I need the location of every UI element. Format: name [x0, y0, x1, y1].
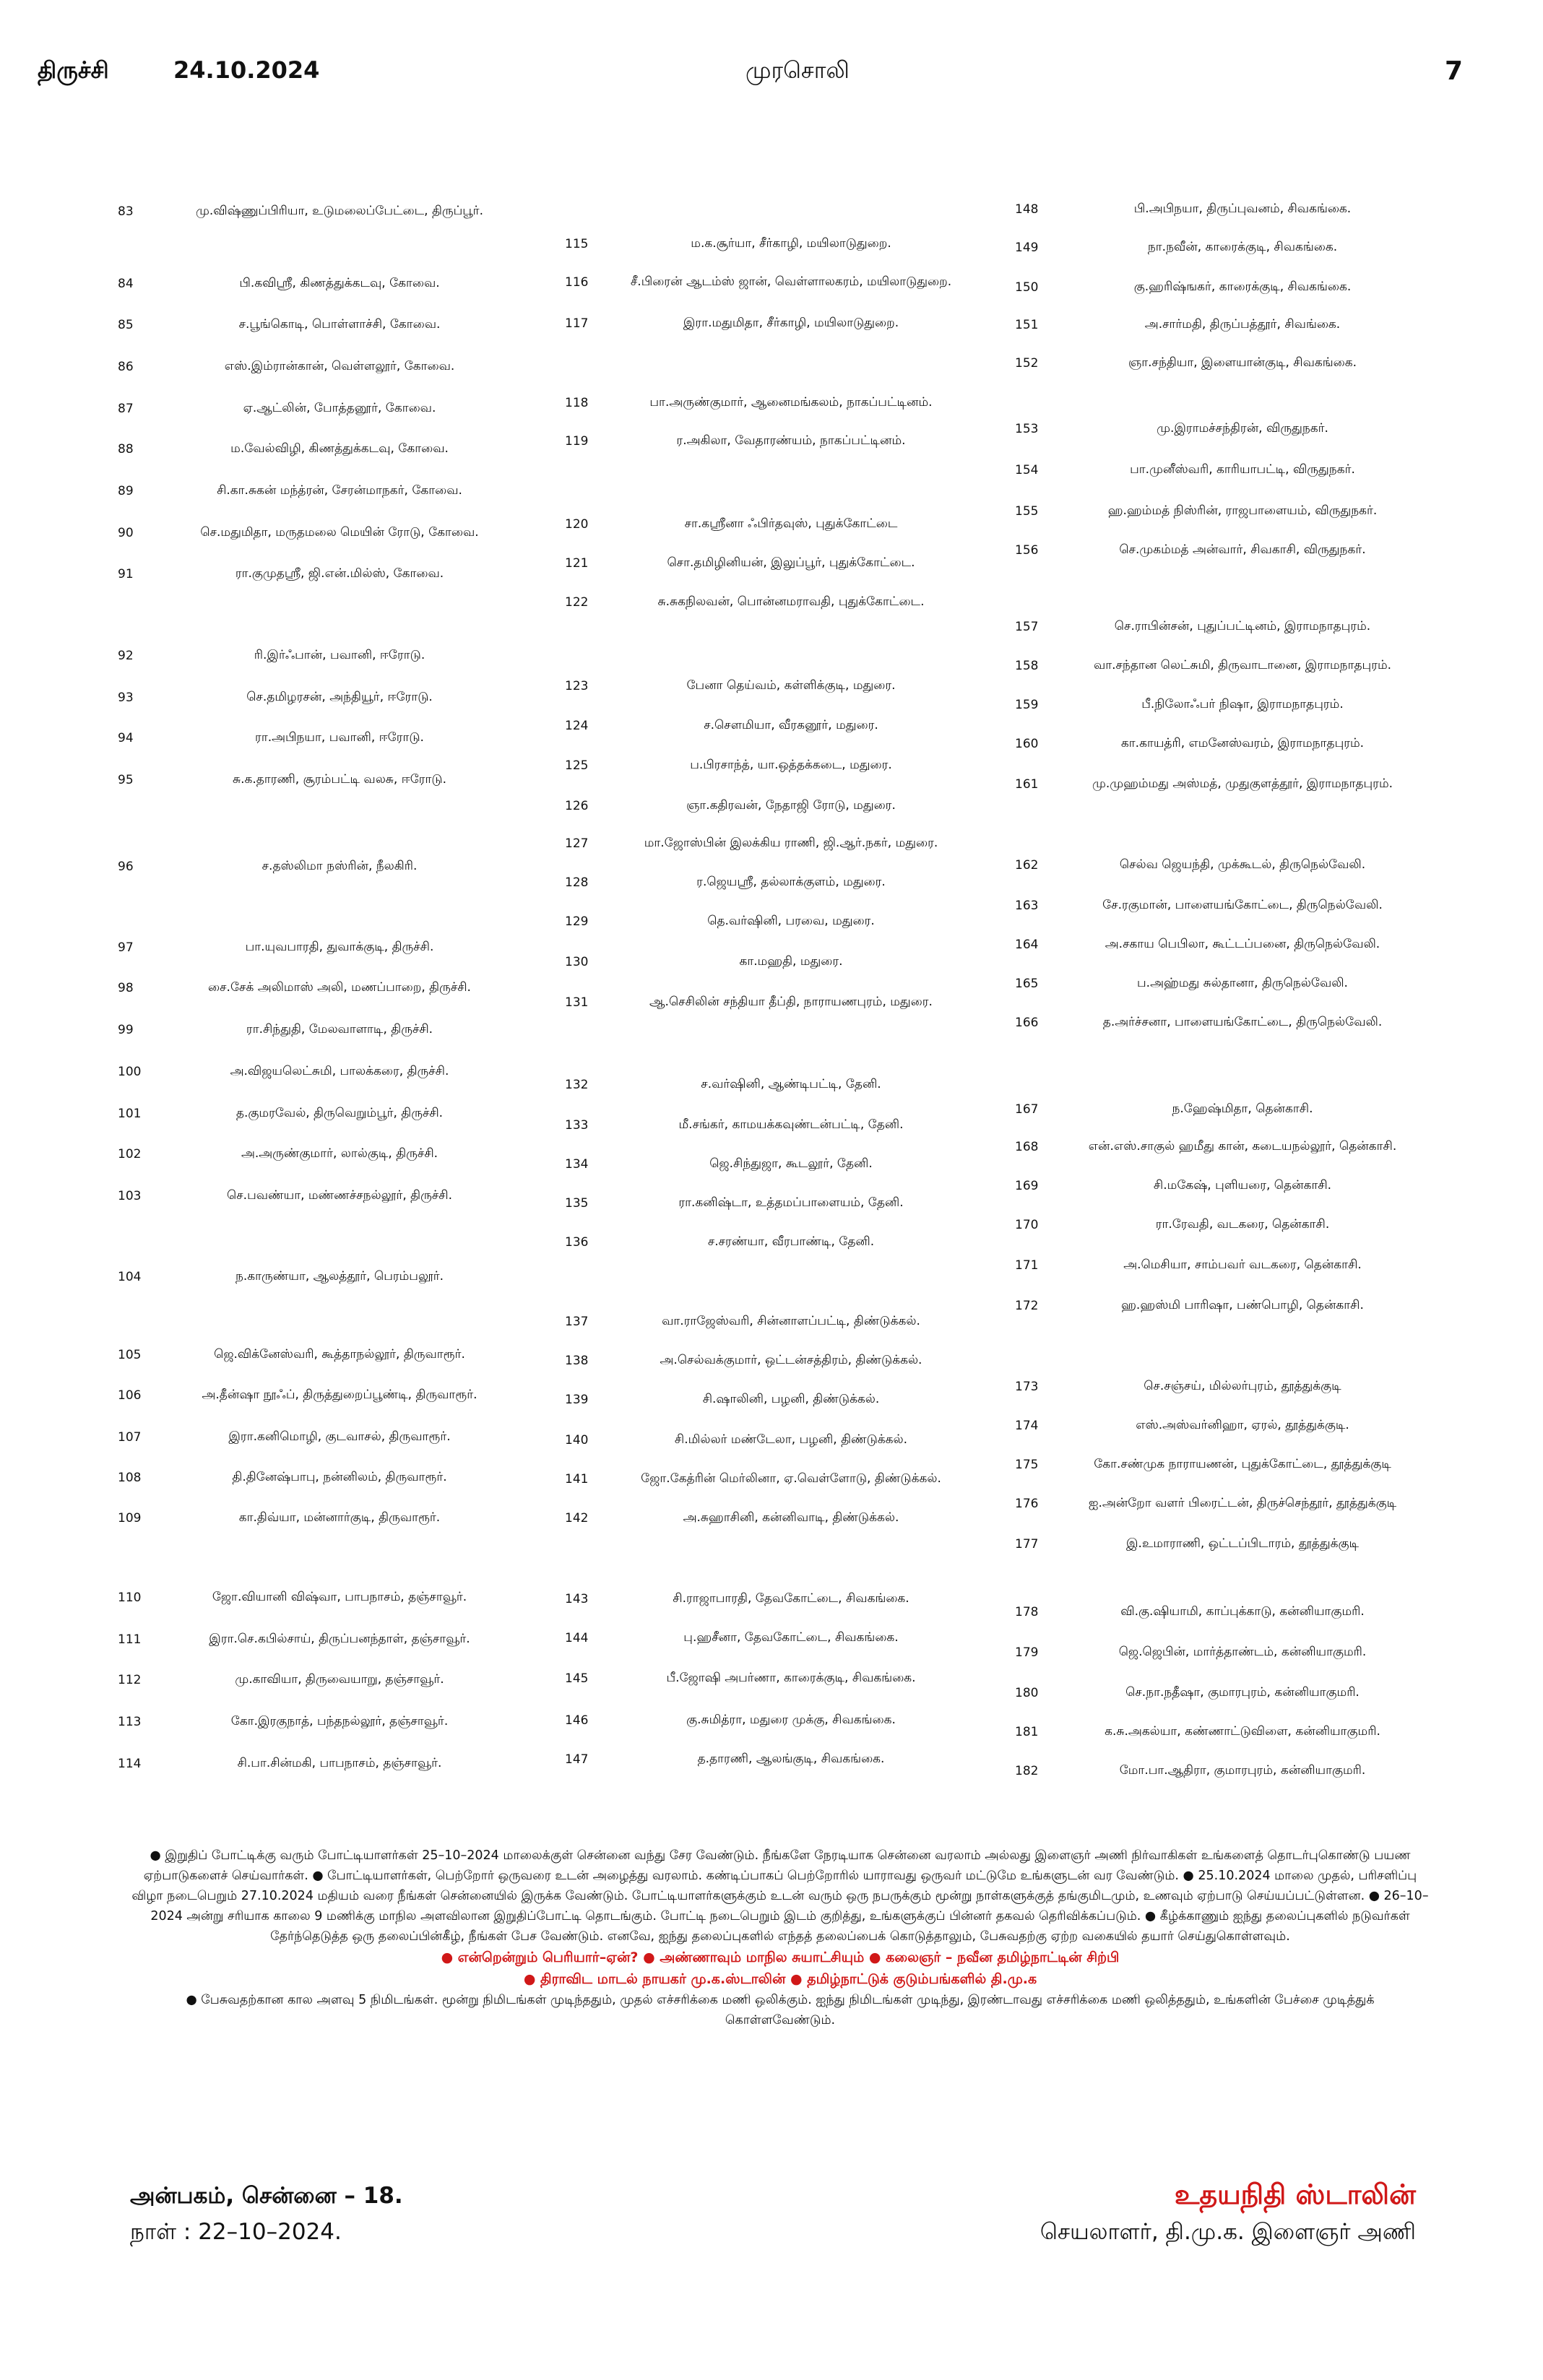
entry-number: 163	[1015, 899, 1039, 913]
entry-number: 155	[1015, 504, 1039, 519]
entry-number: 84	[118, 277, 134, 291]
entry-number: 105	[118, 1348, 142, 1362]
entry-name: மோ.பா.ஆதிரா, குமாரபுரம், கன்னியாகுமரி.	[1119, 1763, 1366, 1778]
entry-number: 124	[565, 719, 589, 733]
entry-name: ஜோ.வியானி விஷ்வா, பாபநாசம், தஞ்சாவூர்.	[212, 1590, 467, 1604]
entry-name: செ.மதுமிதா, மருதமலை மெயின் ரோடு, கோவை.	[200, 525, 479, 540]
entry-name: ப.பிரசாந்த், யா.ஒத்தக்கடை, மதுரை.	[690, 758, 892, 772]
entry-number: 169	[1015, 1179, 1039, 1193]
entry-name: மு.இராமச்சந்திரன், விருதுநகர்.	[1157, 421, 1328, 436]
entry-number: 160	[1015, 737, 1039, 751]
entry-number: 141	[565, 1472, 589, 1487]
entry-name: சி.பா.சின்மகி, பாபநாசம், தஞ்சாவூர்.	[237, 1756, 442, 1770]
entry-name: ஏ.ஆட்லின், போத்தனூர், கோவை.	[243, 401, 436, 415]
edition-date: 24.10.2024	[173, 56, 320, 84]
entry-name: ம.வேல்விழி, கிணத்துக்கடவு, கோவை.	[230, 441, 449, 456]
entry-name: ஐ.அன்றோ வளர் பிரைட்டன், திருச்செந்தூர், தூத்துக்குடி	[1088, 1496, 1397, 1510]
entry-name: அ.செல்வக்குமார், ஒட்டன்சத்திரம், திண்டுக்கல்.	[660, 1353, 922, 1367]
entry-name: கா.திவ்யா, மன்னார்குடி, திருவாரூர்.	[238, 1510, 441, 1525]
entry-name: கா.காயத்ரி, எமனேஸ்வரம், இராமநாதபுரம்.	[1120, 736, 1365, 750]
entry-number: 125	[565, 758, 589, 773]
entry-number: 95	[118, 773, 134, 787]
entry-number: 96	[118, 860, 134, 874]
entry-name: பீ.நிலோஃபர் நிஷா, இராமநாதபுரம்.	[1141, 697, 1344, 711]
entry-number: 131	[565, 995, 589, 1010]
entry-number: 116	[565, 275, 589, 290]
entry-name: த.குமரவேல், திருவெறும்பூர், திருச்சி.	[235, 1106, 444, 1120]
entry-number: 178	[1015, 1605, 1039, 1619]
entry-name: ஞா.கதிரவன், நேதாஜி ரோடு, மதுரை.	[686, 798, 896, 813]
entry-name: க.சு.அகல்யா, கண்ணாட்டுவிளை, கன்னியாகுமரி.	[1105, 1724, 1380, 1739]
entry-name: ஜெ.ஜெபின், மார்த்தாண்டம், கன்னியாகுமரி.	[1118, 1645, 1367, 1659]
entry-number: 137	[565, 1315, 589, 1329]
entry-name: கா.மஹதி, மதுரை.	[739, 954, 843, 969]
entry-number: 93	[118, 691, 134, 705]
entry-number: 136	[565, 1235, 589, 1250]
entry-number: 120	[565, 517, 589, 532]
entry-number: 104	[118, 1270, 142, 1284]
entry-name: மு.காவியா, திருவையாறு, தஞ்சாவூர்.	[235, 1672, 444, 1687]
entry-name: சி.மில்லர் மண்டேலா, பழனி, திண்டுக்கல்.	[674, 1432, 908, 1447]
entry-name: பு.ஹசீனா, தேவகோட்டை, சிவகங்கை.	[683, 1630, 899, 1645]
entry-number: 165	[1015, 977, 1039, 991]
signature-block	[1040, 2176, 1416, 2251]
entry-name: பி.கவிஸ்ரீ, கிணத்துக்கடவு, கோவை.	[239, 276, 440, 290]
entry-number: 166	[1015, 1016, 1039, 1030]
signatory-role: செயலாளர், தி.மு.க. இளைஞர் அணி	[1040, 2219, 1416, 2245]
entry-name: செல்வ ஜெயந்தி, முக்கூடல், திருநெல்வேலி.	[1119, 857, 1366, 872]
notice-date: நாள் : 22–10–2024.	[130, 2219, 342, 2245]
entry-number: 167	[1015, 1102, 1039, 1117]
entry-number: 161	[1015, 777, 1039, 792]
entry-number: 139	[565, 1393, 589, 1407]
entry-name: அ.விஜயலெட்சுமி, பாலக்கரை, திருச்சி.	[230, 1064, 449, 1078]
entry-name: இரா.கனிமொழி, குடவாசல், திருவாரூர்.	[228, 1429, 451, 1444]
entry-name: எஸ்.இம்ரான்கான், வெள்ளலூர், கோவை.	[224, 359, 455, 373]
entry-name: செ.சஞ்சய், மில்லர்புரம், தூத்துக்குடி	[1144, 1379, 1341, 1393]
entry-name: சீ.பிரைன் ஆடம்ஸ் ஜான், வெள்ளாலகரம், மயிலாடுதுறை.	[630, 274, 952, 289]
entry-name: ரா.ரேவதி, வடகரை, தென்காசி.	[1155, 1217, 1330, 1232]
entry-number: 181	[1015, 1725, 1039, 1739]
entry-name: செ.நா.நதீஷா, குமாரபுரம், கன்னியாகுமரி.	[1125, 1685, 1360, 1700]
entry-name: தெ.வர்ஷினி, பரவை, மதுரை.	[707, 914, 875, 928]
page-number: 7	[1445, 56, 1464, 86]
entry-number: 133	[565, 1118, 589, 1133]
entry-number: 103	[118, 1189, 142, 1203]
entry-name: அ.தீன்ஷா நூஃப், திருத்துறைப்பூண்டி, திருவாரூர்.	[202, 1388, 477, 1402]
entry-name: ரி.இர்ஃபான், பவானி, ஈரோடு.	[254, 648, 425, 662]
entry-name: நா.நவீன், காரைக்குடி, சிவகங்கை.	[1147, 240, 1338, 254]
entry-name: சி.மகேஷ், புளியரை, தென்காசி.	[1153, 1178, 1332, 1193]
entry-number: 156	[1015, 543, 1039, 558]
entry-name: அ.அருண்குமார், லால்குடி, திருச்சி.	[241, 1146, 438, 1161]
entry-name: கு.ஹரிஷ்ஙகர், காரைக்குடி, சிவகங்கை.	[1133, 280, 1352, 294]
entry-name: தி.தினேஷ்பாபு, நன்னிலம், திருவாரூர்.	[232, 1470, 447, 1484]
entry-number: 106	[118, 1388, 142, 1403]
entry-name: ஹ.ஹம்மத் நிஸ்ரின், ராஜபாளையம், விருதுநகர்.	[1107, 503, 1378, 518]
entry-number: 115	[565, 237, 589, 251]
entry-number: 107	[118, 1430, 142, 1445]
entry-number: 94	[118, 731, 134, 745]
entry-name: மா.ஜோஸ்பின் இலக்கிய ராணி, ஜி.ஆர்.நகர், மதுரை.	[644, 836, 938, 850]
entry-name: மு.விஷ்ணுப்பிரியா, உடுமலைப்பேட்டை, திருப்பூர்.	[196, 204, 483, 218]
topics-line-1: ● என்றென்றும் பெரியார்–ஏன்? ● அண்ணாவும் மாநில சுயாட்சியும் ● கலைஞர் – நவீன தமிழ்நாட்டின் சிற்பி	[441, 1950, 1120, 1965]
entry-name: த.தாரணி, ஆலங்குடி, சிவகங்கை.	[697, 1752, 885, 1766]
entry-number: 92	[118, 649, 134, 663]
entry-name: செ.ராபின்சன், புதுப்பட்டினம், இராமநாதபுரம்.	[1114, 619, 1371, 633]
edition-city: திருச்சி	[38, 56, 109, 84]
entry-number: 159	[1015, 698, 1039, 712]
entry-name: த.அர்ச்சனா, பாளையங்கோட்டை, திருநெல்வேலி.	[1102, 1015, 1383, 1029]
entry-name: ம.க.சூர்யா, சீர்காழி, மயிலாடுதுறை.	[691, 236, 891, 251]
entry-number: 127	[565, 836, 589, 851]
entry-number: 138	[565, 1354, 589, 1368]
entry-name: ரா.குமுதஸ்ரீ, ஜி.என்.மில்ஸ், கோவை.	[235, 566, 444, 581]
entry-name: வி.கு.ஷியாமி, காப்புக்காடு, கன்னியாகுமரி.	[1120, 1604, 1365, 1619]
entry-name: மீ.சங்கர், காமயக்கவுண்டன்பட்டி, தேனி.	[678, 1117, 904, 1132]
entry-number: 142	[565, 1511, 589, 1526]
entry-number: 118	[565, 396, 589, 410]
entry-name: பேனா தெய்வம், கள்ளிக்குடி, மதுரை.	[686, 678, 896, 693]
entry-name: எஸ்.அஸ்வர்னிஹா, ஏரல், தூத்துக்குடி.	[1136, 1418, 1349, 1432]
entry-number: 114	[118, 1757, 142, 1771]
entry-number: 164	[1015, 938, 1039, 952]
entry-number: 152	[1015, 356, 1039, 371]
entry-number: 145	[565, 1671, 589, 1686]
entry-name: அ.சகாய பெபிலா, கூட்டப்பனை, திருநெல்வேலி.	[1105, 937, 1380, 951]
entry-name: ச.தஸ்லிமா நஸ்ரின், நீலகிரி.	[262, 859, 418, 873]
entry-name: சா.கஸ்ரீனா ஃபிர்தவுஸ், புதுக்கோட்டை	[684, 516, 898, 531]
entry-number: 100	[118, 1065, 142, 1079]
entry-name: பா.முனீஸ்வரி, காரியாபட்டி, விருதுநகர்.	[1130, 462, 1355, 477]
entry-name: ரா.சிந்துதி, மேலவாளாடி, திருச்சி.	[246, 1022, 433, 1037]
entry-number: 119	[565, 434, 589, 449]
entry-name: அ.சார்மதி, திருப்பத்தூர், சிவங்கை.	[1144, 317, 1341, 332]
timing-paragraph: ● பேசுவதற்கான கால அளவு 5 நிமிடங்கள். மூன்று நிமிடங்கள் முடிந்ததும், முதல் எச்சரிக்கை மணி ஒலிக்கும். ஐந்து நிமிடங்கள் முடிந்து, இரண்டாவது எச்சரிக்கை மணி ஒலித்ததும், உங்களின் பேச்சை முடித்துக் கொள்ளவேண்டும்.	[186, 1993, 1375, 2028]
entry-name: ந.ஹேஷ்மிதா, தென்காசி.	[1172, 1102, 1313, 1116]
entry-number: 89	[118, 484, 134, 498]
entry-name: ர.ஜெயஸ்ரீ, தல்லாக்குளம், மதுரை.	[696, 875, 886, 889]
entry-name: ரா.அபிநயா, பவானி, ஈரோடு.	[255, 730, 424, 745]
entry-number: 173	[1015, 1380, 1039, 1394]
entry-name: கோ.இரகுநாத், பந்தநல்லூர், தஞ்சாவூர்.	[230, 1714, 449, 1728]
entry-number: 147	[565, 1752, 589, 1767]
entry-number: 175	[1015, 1458, 1039, 1472]
entry-number: 140	[565, 1433, 589, 1448]
entry-name: செ.பவண்யா, மண்ணச்சநல்லூர், திருச்சி.	[227, 1188, 452, 1203]
entry-number: 182	[1015, 1764, 1039, 1778]
entry-name: ச.வர்ஷினி, ஆண்டிபட்டி, தேனி.	[701, 1077, 881, 1091]
entry-name: இரா.செ.கபில்சாய், திருப்பனந்தாள், தஞ்சாவூர்.	[209, 1632, 470, 1646]
entry-name: சே.ரகுமான், பாளையங்கோட்டை, திருநெல்வேலி.	[1102, 898, 1383, 912]
entry-number: 113	[118, 1715, 142, 1729]
entry-name: சி.ஷாலினி, பழனி, திண்டுக்கல்.	[702, 1392, 880, 1406]
entry-name: சி.ராஜாபாரதி, தேவகோட்டை, சிவகங்கை.	[673, 1591, 909, 1606]
entry-name: சை.சேக் அலிமாஸ் அலி, மணப்பாறை, திருச்சி.	[208, 980, 471, 995]
entry-number: 180	[1015, 1686, 1039, 1700]
entry-name: சு.க.தாரணி, சூரம்பட்டி வலசு, ஈரோடு.	[232, 772, 447, 787]
entry-name: கு.சுமித்ரா, மதுரை முக்கு, சிவகங்கை.	[686, 1713, 896, 1727]
newspaper-name: முரசொலி	[745, 56, 850, 84]
entry-number: 121	[565, 556, 589, 571]
entry-number: 154	[1015, 463, 1039, 477]
entry-number: 88	[118, 442, 134, 456]
entry-name: பீ.ஜோஷி அபர்ணா, காரைக்குடி, சிவகங்கை.	[666, 1671, 916, 1685]
instructions-paragraph: ● இறுதிப் போட்டிக்கு வரும் போட்டியாளர்கள் 25–10–2024 மாலைக்குள் சென்னை வந்து சேர வேண்டும். நீங்களே நேரடியாக சென்னை வரலாம் அல்லது இளைஞர் அணி நிர்வாகிகள் உங்களைத் தொடர்புகொண்டு பயண ஏற்பாடுகளைச் செய்வார்கள். ● போட்டியாளர்கள், பெற்றோர் ஒருவரை உடன் அழைத்து வரலாம். கண்டிப்பாகப் பெற்றோரில் யாராவது ஒருவர் மட்டுமே உங்களுடன் வர வேண்டும். ● 25.10.2024 மாலை முதல், பரிசளிப்பு விழா நடைபெறும் 27.10.2024 மதியம் வரை நீங்கள் சென்னையில் இருக்க வேண்டும். போட்டியாளர்களுக்கும் உடன் வரும் ஒரு நபருக்கும் மூன்று நாள்களுக்குத் தங்குமிடமும், உணவும் ஏற்பாடு செய்யப்பட்டுள்ளன. ● 26–10–2024 அன்று சரியாக காலை 9 மணிக்கு மாநில அளவிலான இறுதிப்போட்டி தொடங்கும். போட்டி நடைபெறும் இடம் குறித்து, உங்களுக்குப் பின்னர் தகவல் தெரிவிக்கப்படும். ● கீழ்க்காணும் ஐந்து தலைப்புகளில் நடுவர்கள் தேர்ந்தெடுத்த ஒரு தலைப்பின்கீழ், நீங்கள் பேச வேண்டும். எனவே, ஐந்து தலைப்புகளில் எந்தத் தலைப்பைக் கொடுத்தாலும், பேசுவதற்கு ஏற்ற வகையில் தயார் செய்துகொள்ளவும்.	[131, 1848, 1429, 1944]
entry-number: 128	[565, 875, 589, 890]
entry-number: 112	[118, 1673, 142, 1687]
entry-name: வா.சந்தான லெட்சுமி, திருவாடானை, இராமநாதபுரம்.	[1093, 658, 1392, 672]
entry-name: சி.கா.சுகன் மந்த்ரன், சேரன்மாநகர், கோவை.	[217, 483, 462, 498]
topics-line-2: ● திராவிட மாடல் நாயகர் மு.க.ஸ்டாலின் ● தமிழ்நாட்டுக் குடும்பங்களில் தி.மு.க	[523, 1971, 1037, 1987]
entry-name: ஆ.செசிலின் சந்தியா தீப்தி, நாராயணபுரம், மதுரை.	[649, 995, 933, 1009]
instructions-block	[130, 1845, 1430, 2030]
entry-name: ச.சரண்யா, வீரபாண்டி, தேனி.	[707, 1234, 875, 1249]
entry-name: செ.தமிழரசன், அந்தியூர், ஈரோடு.	[246, 690, 433, 704]
entry-number: 144	[565, 1631, 589, 1645]
entry-name: பா.அருண்குமார், ஆனைமங்கலம், நாகப்பட்டினம்.	[649, 395, 933, 410]
entry-number: 179	[1015, 1645, 1039, 1660]
entry-number: 98	[118, 981, 134, 995]
entry-name: ஜெ.விக்னேஸ்வரி, கூத்தாநல்லூர், திருவாரூர்.	[214, 1347, 465, 1362]
entry-name: அ.சுஹாசினி, கன்னிவாடி, திண்டுக்கல்.	[683, 1510, 899, 1525]
entry-number: 87	[118, 402, 134, 416]
entry-number: 132	[565, 1078, 589, 1092]
entry-number: 168	[1015, 1140, 1039, 1154]
entry-number: 143	[565, 1592, 589, 1606]
entry-name: ச.சௌமியா, வீரகனூர், மதுரை.	[704, 718, 878, 732]
entry-number: 97	[118, 940, 134, 955]
entry-number: 177	[1015, 1537, 1039, 1552]
entry-name: ப.அஹ்மது சுல்தானா, திருநெல்வேலி.	[1137, 976, 1348, 990]
entry-number: 158	[1015, 659, 1039, 673]
entry-name: ஹ.ஹஸ்மி பாரிஷா, பண்பொழி, தென்காசி.	[1121, 1298, 1364, 1312]
entry-number: 130	[565, 955, 589, 969]
entry-number: 150	[1015, 280, 1039, 295]
entry-number: 86	[118, 360, 134, 374]
entry-name: ஜோ.கேத்ரின் மெர்லினா, ஏ.வெள்ளோடு, திண்டுக்கல்.	[641, 1471, 941, 1486]
entry-name: பி.அபிநயா, திருப்புவனம், சிவகங்கை.	[1133, 202, 1352, 216]
entry-name: ரா.கனிஷ்டா, உத்தமப்பாளையம், தேனி.	[678, 1195, 904, 1210]
entry-number: 162	[1015, 858, 1039, 873]
issue-place-date	[130, 2178, 403, 2250]
entry-number: 90	[118, 526, 134, 540]
signatory-name: உதயநிதி ஸ்டாலின்	[1174, 2178, 1416, 2210]
entry-number: 174	[1015, 1419, 1039, 1433]
entry-name: அ.மெசியா, சாம்பவர் வடகரை, தென்காசி.	[1123, 1258, 1362, 1272]
entry-name: மு.முஹம்மது அஸ்மத், முதுகுளத்தூர், இராமநாதபுரம்.	[1092, 776, 1393, 791]
entry-number: 135	[565, 1196, 589, 1211]
address: அன்பகம், சென்னை – 18.	[130, 2183, 403, 2209]
entry-number: 172	[1015, 1299, 1039, 1313]
entry-name: பா.யுவபாரதி, துவாக்குடி, திருச்சி.	[245, 940, 434, 954]
entry-number: 85	[118, 318, 134, 332]
entry-number: 134	[565, 1157, 589, 1172]
entry-number: 109	[118, 1511, 142, 1526]
entry-number: 108	[118, 1471, 142, 1485]
entry-number: 153	[1015, 422, 1039, 436]
entry-name: வா.ராஜேஸ்வரி, சின்னாளப்பட்டி, திண்டுக்கல்.	[662, 1314, 920, 1328]
entry-number: 126	[565, 799, 589, 813]
entry-number: 148	[1015, 202, 1039, 217]
entry-number: 170	[1015, 1218, 1039, 1232]
entry-name: கோ.சண்முக நாராயணன், புதுக்கோட்டை, தூத்துக்குடி	[1094, 1457, 1391, 1471]
entry-name: இரா.மதுமிதா, சீர்காழி, மயிலாடுதுறை.	[683, 316, 899, 330]
entry-name: ந.காருண்யா, ஆலத்தூர், பெரம்பலூர்.	[235, 1269, 444, 1284]
entry-number: 122	[565, 595, 589, 610]
entry-number: 146	[565, 1713, 589, 1728]
entry-number: 176	[1015, 1497, 1039, 1511]
entry-number: 151	[1015, 318, 1039, 332]
entry-number: 129	[565, 914, 589, 929]
entry-number: 171	[1015, 1258, 1039, 1273]
entry-number: 123	[565, 679, 589, 693]
entry-number: 101	[118, 1107, 142, 1121]
entry-number: 102	[118, 1147, 142, 1161]
entry-name: ஜெ.சிந்துஜா, கூடலூர், தேனி.	[709, 1156, 873, 1171]
entry-number: 91	[118, 567, 134, 581]
entry-name: என்.எஸ்.சாகுல் ஹமீது கான், கடையநல்லூர், தென்காசி.	[1088, 1139, 1397, 1154]
entry-name: ச.பூங்கொடி, பொள்ளாச்சி, கோவை.	[238, 317, 441, 332]
entry-number: 157	[1015, 620, 1039, 634]
entry-number: 111	[118, 1632, 142, 1647]
entry-name: சு.சுகநிலவன், பொன்னமராவதி, புதுக்கோட்டை.	[657, 594, 925, 609]
entry-number: 117	[565, 316, 589, 331]
entry-name: செ.முகம்மத் அன்வார், சிவகாசி, விருதுநகர்.	[1119, 542, 1366, 557]
entry-name: ஞா.சந்தியா, இளையான்குடி, சிவகங்கை.	[1128, 355, 1357, 370]
entry-number: 110	[118, 1591, 142, 1605]
entry-name: சொ.தமிழினியன், இலுப்பூர், புதுக்கோட்டை.	[667, 555, 915, 570]
entry-name: இ.உமாராணி, ஒட்டப்பிடாரம், தூத்துக்குடி	[1126, 1536, 1359, 1551]
entry-number: 83	[118, 204, 134, 219]
entry-number: 149	[1015, 241, 1039, 255]
entry-number: 99	[118, 1023, 134, 1037]
entry-name: ர.அகிலா, வேதாரண்யம், நாகப்பட்டினம்.	[676, 433, 906, 448]
